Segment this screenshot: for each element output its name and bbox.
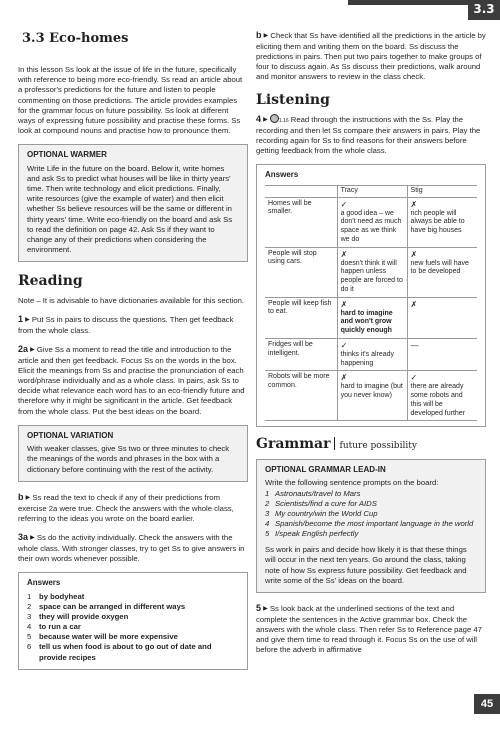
table-row: Homes will be smaller. ✓ a good idea – we don't need as much space as we think we do ✗ rich people will always be able to have big houses [265,197,477,247]
step-5-number: 5 [256,602,262,613]
cd-icon [270,114,279,123]
warmer-text: Write Life in the future on the board. Below it, write homes and ask Ss to predict what houses will be like in thirty years' time. Then write technology and elicit predictions. Finally, write resources (give the example of water) and then elicit whether Ss believe resources will be the same or different in thirty years' time. Write eco-friendly on the board and ask Ss to read the definition on page 42. Ask Ss if they want to change any of their predictions when considering the environment. [27,163,233,255]
list-item: 4 to run a car [27,622,81,632]
step-4 [256,114,486,156]
lead-in-title: OPTIONAL GRAMMAR LEAD-IN [265,464,386,474]
step-2a-number: 2a [18,343,29,354]
step-1-text: Put Ss in pairs to discuss the questions. Then get feedback from the whole class. [18,314,234,335]
answers-table [265,185,477,422]
left-column [18,30,248,680]
lead-in-intro: Write the following sentence prompts on the board: [265,478,439,488]
page-number: 45 [474,694,500,714]
table-row: Fridges will be intelligent. ✓ thinks it's already happening — [265,338,477,371]
step-2b [18,492,248,524]
step-5 [256,603,486,656]
answers-4-title: Answers [265,170,299,180]
list-item: 1 by bodyheat [27,591,85,601]
optional-lead-in-box [256,459,486,593]
step-3a [18,532,248,564]
step-3b-number: b [256,30,262,40]
cd-track: 1.16 [278,117,289,124]
reading-heading: Reading [18,273,83,290]
variation-text: With weaker classes, give Ss two or three minutes to check the meanings of the words and phrases in the box with a dictionary before continuing with the rest of the activity. [27,444,230,474]
list-item: 3 they will provide oxygen [27,611,129,621]
reading-note: Note – It is advisable to have dictionaries available for this section. [18,295,245,305]
lead-in-after: Ss work in pairs and decide how likely it is that these things will occur in the next ten years. Go around the class, taking note of how Ss express future possibility. Get feedback and write some of the Ss' ideas on the board. [265,545,467,585]
table-row: People will stop using cars. ✗ doesn't think it will happen unless people are forced to do it ✗ new fuels will have to be developed [265,247,477,297]
arrow-icon: ▶ [30,534,35,541]
table-header-row [265,185,477,197]
arrow-icon: ▶ [30,346,35,353]
step-3a-number: 3a [18,531,29,542]
listening-heading: Listening [256,91,330,108]
list-item: 1 Astronauts/travel to Mars [265,488,361,498]
list-item: 3 My country/win the World Cup [265,508,378,518]
table-row: Robots will be more common. ✗ hard to imagine (but you never know) ✓ there are already some robots and this will be developed further [265,371,477,421]
arrow-icon: ▶ [263,605,268,612]
optional-variation-box [18,425,248,482]
warmer-title: OPTIONAL WARMER [27,150,107,160]
list-item: 4 Spanish/become the most important language in the world [265,519,474,528]
unit-tab: 3.3 [468,0,500,20]
step-2b-text: Ss read the text to check if any of their predictions from exercise 2a were true. Check the answers with the whole class, referring to the ideas you wrote on the board earlier. [18,492,234,523]
step-4-text: Read through the instructions with the Ss. Play the recording and then let Ss compare their answers in pairs. Play the recording again for Ss to find reasons for their answers before getting feedback from the whole class. [256,114,481,156]
optional-warmer-box [18,144,248,262]
answers-3a-box [18,572,248,670]
step-4-number: 4 [256,113,262,124]
answers-3a-list [27,592,239,663]
column-header-stig: Stig [407,185,477,197]
step-3b-text: Check that Ss have identified all the predictions in the article by eliciting them and writing them on the board. Ss discuss the predictions in pairs. Then put two pairs together to make groups of four to discuss again. As Ss discuss their predictions, walk around and monitor answers to review in the class check. [256,31,486,82]
list-item: 2 space can be arranged in different ways [27,601,186,611]
step-5-text: Ss look back at the underlined sections of the text and complete the sentences in the Active grammar box. Check the answers with the whole class. Then refer Ss to Reference page 47 and give them time to read through it. Focus Ss on the use of will before the adverb in affirmative [256,603,482,655]
header-bar [348,0,468,5]
arrow-icon: ▶ [25,494,31,501]
step-2a-text: Give Ss a moment to read the title and introduction to the article and then get feedback. Focus Ss on the words in the box. Elicit the meanings from Ss and practise the pronunciation of each word/phrase individually and as a whole class. In pairs, ask Ss to decide what relevance each word has to an eco-friendly future and therefore why it might be significant in the article. Get feedback from the whole class. Put the best ideas on the board. [18,344,245,416]
answers-4-box [256,164,486,427]
list-item: 6 tell us when food is about to go out of date and provide recipes [27,642,212,662]
lead-in-list [265,489,477,540]
list-item: 5 I/speak English perfectly [265,529,359,539]
grammar-heading: Grammar future possibility [256,436,417,453]
right-column [256,30,486,663]
column-header-tracy: Tracy [337,185,407,197]
step-1-number: 1 [18,313,24,324]
grammar-subheading: future possibility [339,441,417,452]
answers-3a-title: Answers [27,578,61,588]
step-1 [18,314,248,336]
arrow-icon: ▶ [263,116,268,123]
table-row: People will keep fish to eat. ✗ hard to imagine and won't grow quickly enough ✗ [265,297,477,338]
step-2b-number: b [18,491,24,502]
intro-paragraph: In this lesson Ss look at the issue of life in the future, specifically with reference to being more eco-friendly. Ss read an article about a professor's predictions for the future and listen to people commenting on those predictions. The article provides examples for the grammar focus on future possibility. Ss look at different ways of expressing future possibility and practise these forms. Ss look at compound nouns and practise how to pronounce them. [18,65,243,136]
list-item: 5 because water will be more expensive [27,632,178,642]
step-3a-text: Ss do the activity individually. Check the answers with the whole class. With stronger classes, try to get Ss to give answers in their own words whenever possible. [18,532,245,563]
list-item: 2 Scientists/find a cure for AIDS [265,498,377,508]
arrow-icon: ▶ [263,33,269,39]
step-2a [18,344,248,417]
variation-title: OPTIONAL VARIATION [27,430,114,440]
arrow-icon: ▶ [25,316,30,323]
section-title: 3.3 Eco-homes [22,31,129,46]
step-3b [256,30,486,83]
divider [334,437,335,450]
